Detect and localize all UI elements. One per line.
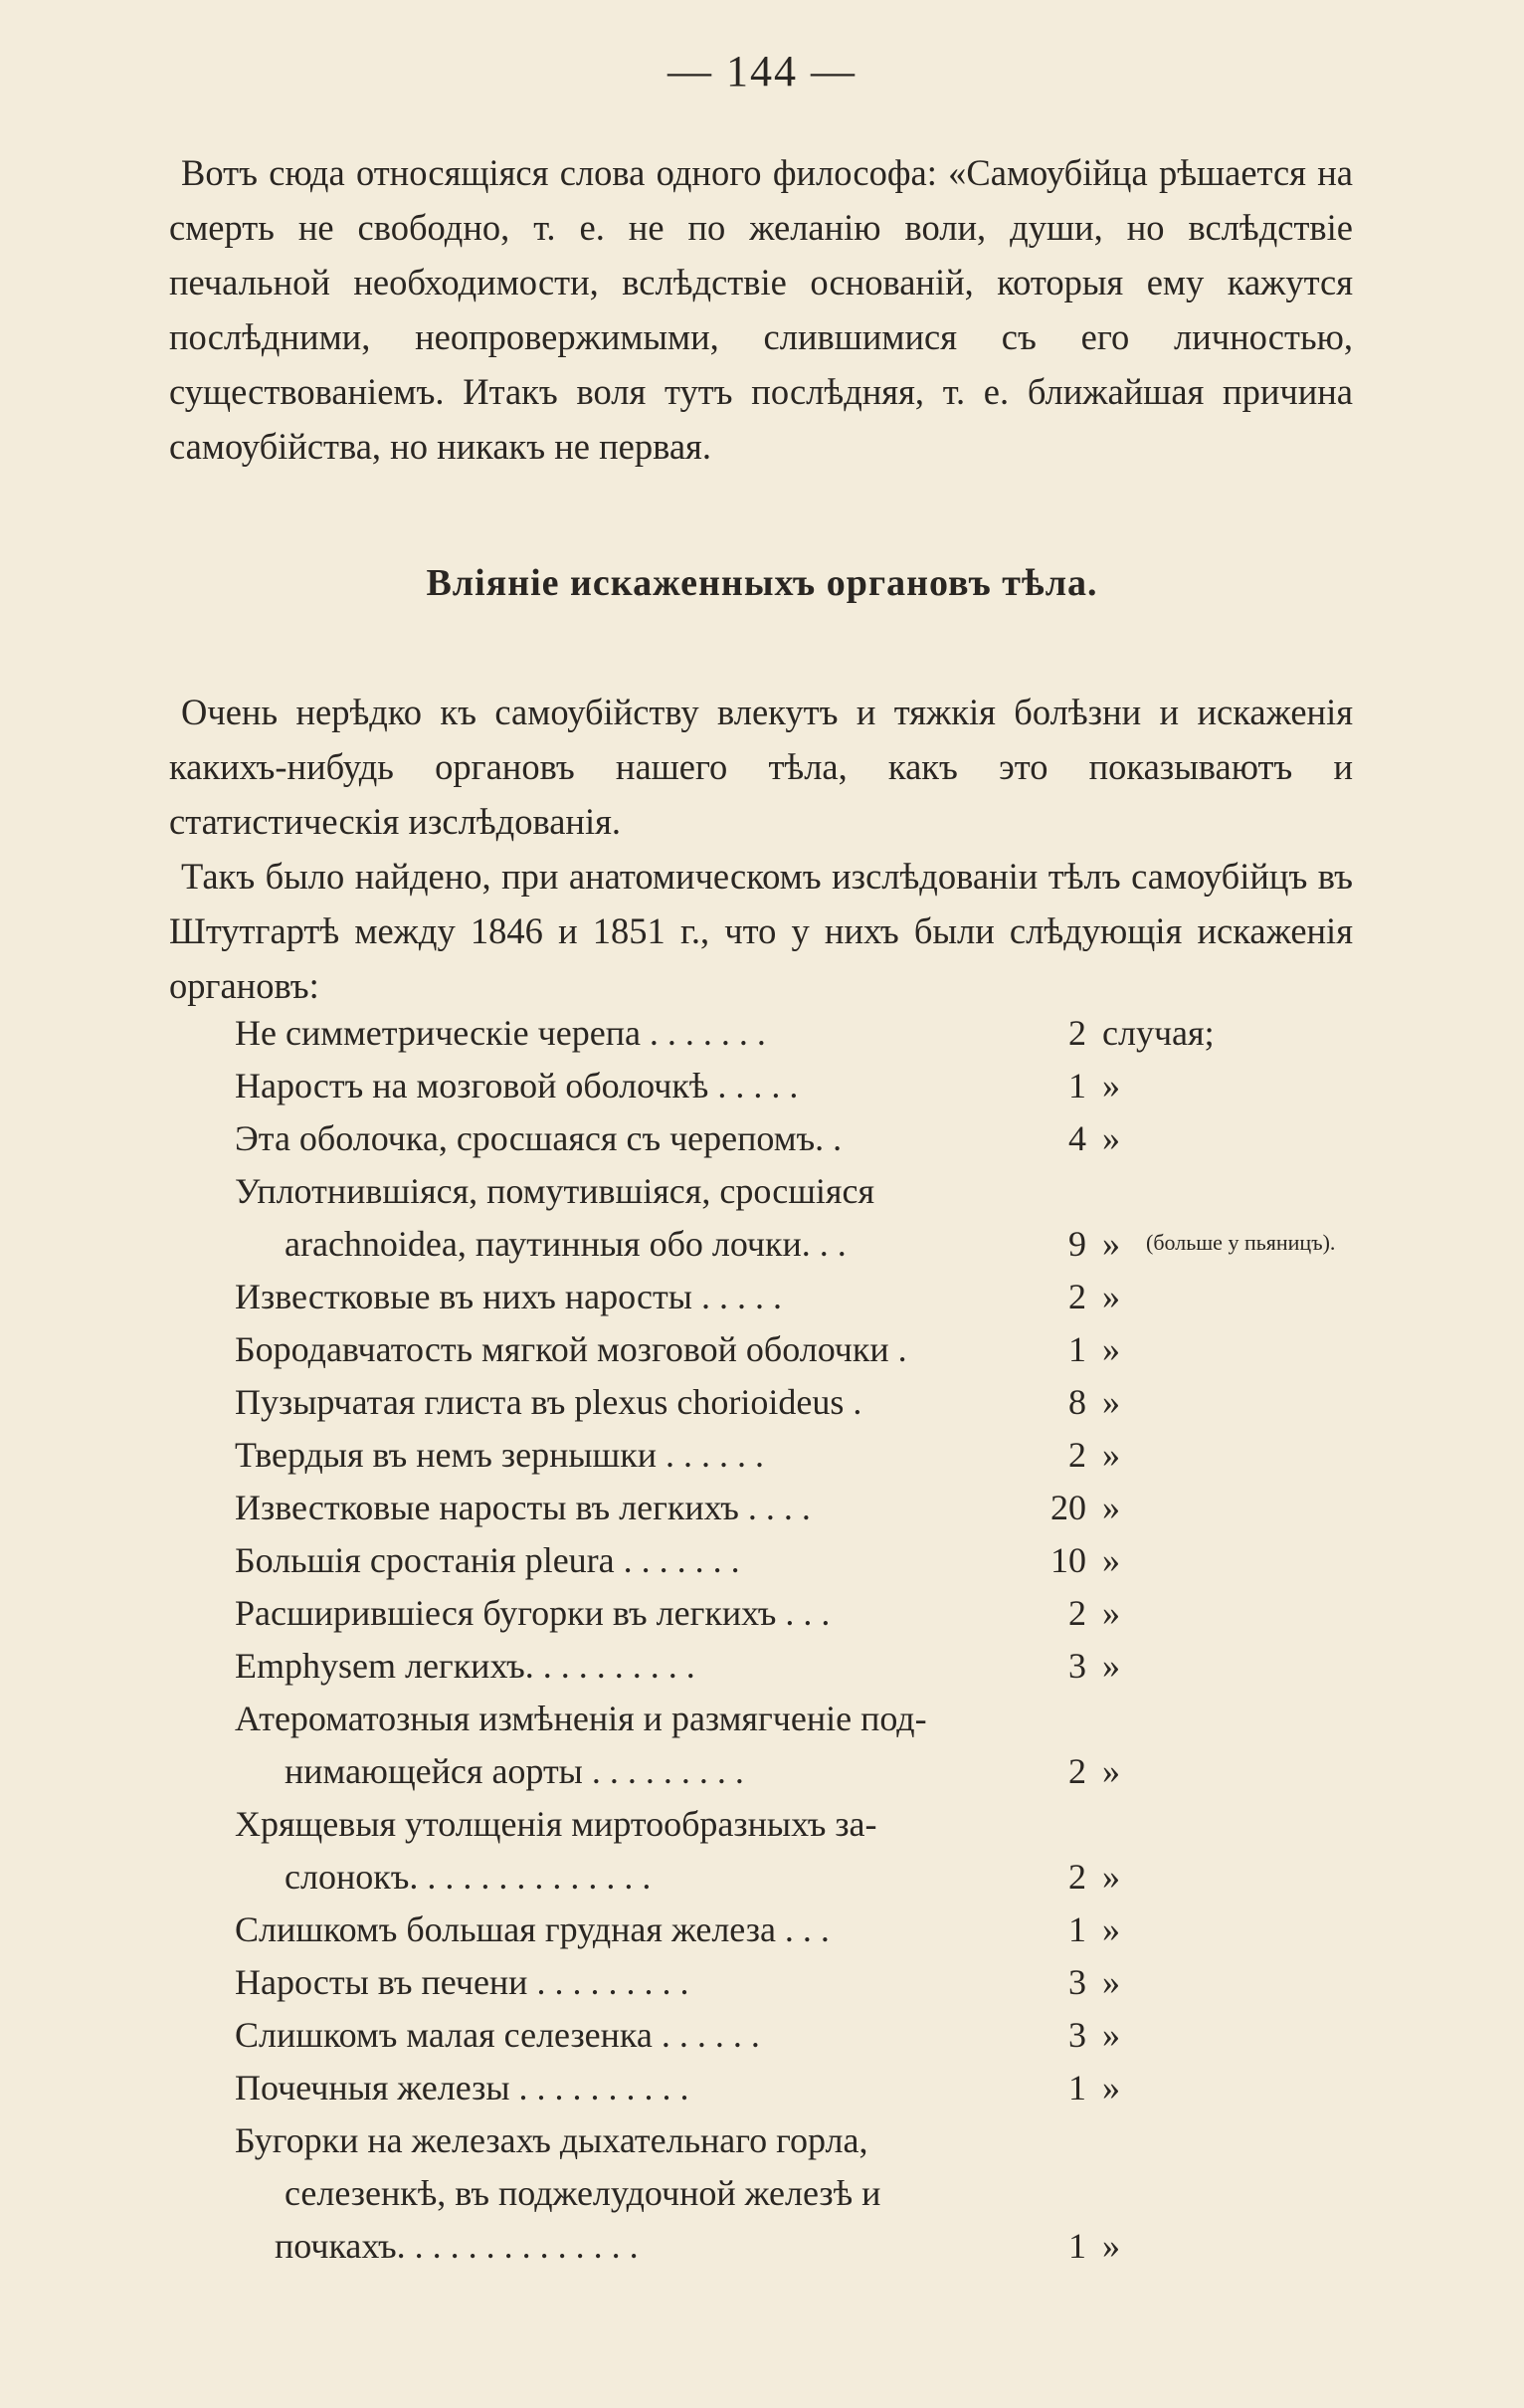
section-heading: Вліяніе искаженныхъ органовъ тѣла. [426,562,1098,604]
row-count: 2 [1068,1277,1086,1316]
row-name-line: Эта оболочка, сросшаяся съ черепомъ. . [235,1118,843,1158]
row-unit: » [1102,2015,1120,2055]
row-name-line: Твердыя въ немъ зернышки . . . . . . [235,1435,765,1475]
table-row [235,1376,1409,1429]
table-row [235,1429,1409,1482]
row-name-line: слонокъ. . . . . . . . . . . . . . [285,1857,652,1897]
row-name [235,1534,1001,1587]
table-row [235,2062,1409,2114]
row-name-line: Наростъ на мозговой оболочкѣ . . . . . [235,1066,799,1105]
row-name [235,1323,1001,1376]
row-name [235,1112,1001,1165]
row-name-line: Большія сростанія pleura . . . . . . . [235,1540,740,1580]
row-name-line: Бугорки на железахъ дыхательнаго горла, [235,2120,868,2160]
row-name-line: arachnoidea, паутинныя обо лочки. . . [285,1224,847,1264]
row-unit: » [1102,1646,1120,1686]
row-name [235,1798,1001,1904]
row-name-line: Пузырчатая глиста въ plexus chorioideus . [235,1382,862,1422]
table-row [235,2114,1409,2273]
table-row [235,1640,1409,1693]
table-row [235,1271,1409,1323]
table-row [235,1007,1409,1060]
row-name [235,2062,1001,2114]
row-name-line: Почечныя железы . . . . . . . . . . [235,2068,689,2107]
row-name [235,1271,1001,1323]
row-count: 9 [1068,1224,1086,1264]
organ-distortion-table [235,1007,1409,2273]
row-unit: » [1102,2068,1120,2107]
row-name-line: Слишкомъ большая грудная железа . . . [235,1909,830,1949]
table-row [235,1534,1409,1587]
row-name-line: Слишкомъ малая селезенка . . . . . . [235,2015,760,2055]
table-row [235,1112,1409,1165]
row-unit: » [1102,1066,1120,1105]
row-count: 1 [1068,2226,1086,2266]
body-paragraphs [169,685,1353,1013]
row-count: 1 [1068,1909,1086,1949]
row-name-line: Известковые наросты въ легкихъ . . . . [235,1488,811,1527]
row-name [235,1165,1001,1271]
row-unit: » [1102,1277,1120,1316]
row-unit: » [1102,1329,1120,1369]
intro-paragraph [169,145,1353,474]
row-name [235,1693,1001,1798]
row-unit: » [1102,1857,1120,1897]
row-unit: » [1102,1962,1120,2002]
row-count: 2 [1068,1751,1086,1791]
row-unit: » [1102,1224,1120,1264]
row-unit: » [1102,1909,1120,1949]
row-count: 10 [1050,1540,1086,1580]
row-name [235,2009,1001,2062]
row-name [235,2114,1001,2273]
row-count: 4 [1068,1118,1086,1158]
row-name [235,1482,1001,1534]
row-name [235,1640,1001,1693]
row-count: 2 [1068,1857,1086,1897]
row-name [235,1007,1001,1060]
table-row [235,2009,1409,2062]
row-unit: » [1102,1751,1120,1791]
table-row [235,1693,1409,1798]
row-count: 3 [1068,1646,1086,1686]
row-unit: » [1102,1118,1120,1158]
paragraph-stuttgart: Такъ было найдено, при анатомическомъ изслѣдованіи тѣлъ самоубійцъ въ Штутгартѣ между 1846 и 1851 г., что у нихъ были слѣдующія искаженія органовъ: [169,856,1353,1006]
table-row [235,1956,1409,2009]
paragraph-illnesses: Очень нерѣдко къ самоубійству влекутъ и тяжкія болѣзни и искаженія какихъ-нибудь органовъ нашего тѣла, какъ это показываютъ и статистическія изслѣдованія. [169,692,1353,842]
intro-paragraph-text: Вотъ сюда относящіяся слова одного философа: «Самоубійца рѣшается на смерть не свободно, т. е. не по желанію воли, души, но вслѣдствіе печальной необходимости, вслѣдствіе основаній, которыя ему кажутся послѣдними, неопровержимыми, слившимися съ его личностью, существованіемъ. Итакъ воля тутъ послѣдняя, т. е. ближайшая причина самоубійства, но никакъ не первая. [169,152,1353,467]
row-note: (больше у пьяницъ). [1146,1230,1336,1255]
row-count: 1 [1068,1066,1086,1105]
row-unit: » [1102,1488,1120,1527]
row-name-line: Бородавчатость мягкой мозговой оболочки . [235,1329,907,1369]
row-count: 8 [1068,1382,1086,1422]
row-count: 2 [1068,1013,1086,1053]
row-unit: » [1102,1540,1120,1580]
row-name-line: Расширившіеся бугорки въ легкихъ . . . [235,1593,831,1633]
table-row [235,1904,1409,1956]
row-name-line: Уплотнившіяся, помутившіяся, сросшіяся [235,1171,875,1211]
row-unit: » [1102,1593,1120,1633]
row-unit: » [1102,2226,1120,2266]
table-row [235,1165,1409,1271]
table-row [235,1798,1409,1904]
row-count: 3 [1068,1962,1086,2002]
table-row [235,1482,1409,1534]
row-name [235,1956,1001,2009]
row-name-line: нимающейся аорты . . . . . . . . . [285,1751,744,1791]
row-name [235,1904,1001,1956]
page-number: — 144 — [667,47,857,96]
row-name-line: Известковые въ нихъ наросты . . . . . [235,1277,782,1316]
table-row [235,1323,1409,1376]
row-count: 3 [1068,2015,1086,2055]
row-name [235,1376,1001,1429]
row-count: 2 [1068,1435,1086,1475]
row-name-line: Наросты въ печени . . . . . . . . . [235,1962,689,2002]
row-count: 20 [1050,1488,1086,1527]
row-name-line: селезенкѣ, въ поджелудочной железѣ и [285,2173,881,2213]
row-name-line: Хрящевыя утолщенія миртообразныхъ за- [235,1804,877,1844]
row-name [235,1060,1001,1112]
row-unit: » [1102,1382,1120,1422]
row-name-line: Не симметрическіе черепа . . . . . . . [235,1013,766,1053]
row-name [235,1587,1001,1640]
row-count: 1 [1068,1329,1086,1369]
row-count: 2 [1068,1593,1086,1633]
row-name-line: Emphysem легкихъ. . . . . . . . . . [235,1646,695,1686]
row-count: 1 [1068,2068,1086,2107]
table-row [235,1060,1409,1112]
row-unit: » [1102,1435,1120,1475]
row-name-line: почкахъ. . . . . . . . . . . . . . [275,2226,639,2266]
row-unit: случая; [1102,1013,1215,1053]
row-name [235,1429,1001,1482]
row-name-line: Атероматозныя измѣненія и размягченіе под- [235,1699,927,1738]
table-row [235,1587,1409,1640]
